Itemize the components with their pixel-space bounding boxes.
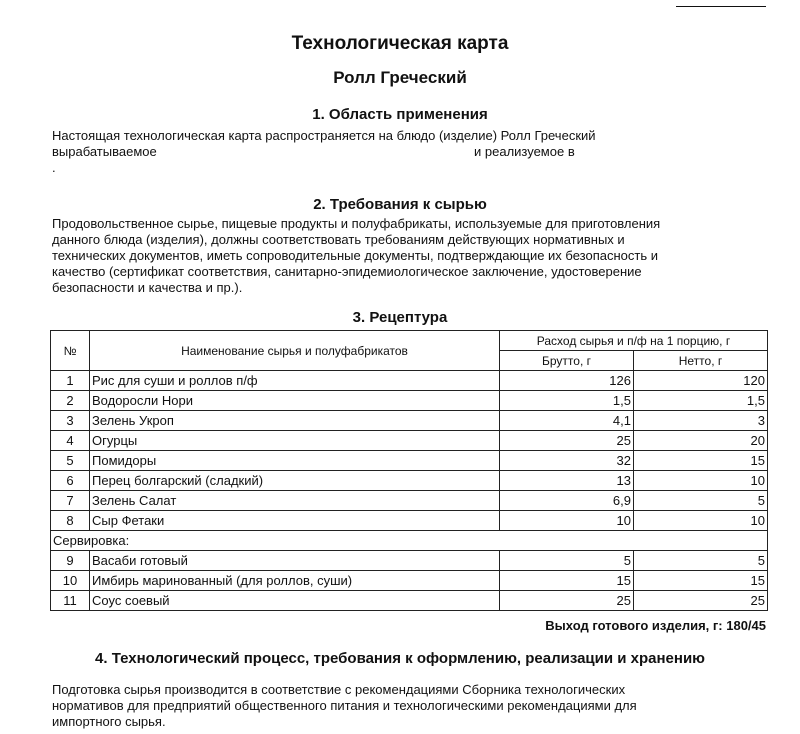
header-name: Наименование сырья и полуфабрикатов	[90, 331, 500, 371]
table-header-row	[51, 331, 768, 351]
serving-label: Сервировка:	[51, 531, 768, 551]
row-num: 6	[51, 471, 90, 491]
section2-line: технических документов, иметь сопроводительные документы, подтверждающие их безопасность и	[52, 248, 658, 263]
row-name: Рис для суши и роллов п/ф	[90, 371, 500, 391]
table-row	[51, 491, 768, 511]
header-consumption: Расход сырья и п/ф на 1 порцию, г	[500, 331, 768, 351]
row-netto: 5	[634, 551, 768, 571]
header-num: №	[51, 331, 90, 371]
section2-line: качество (сертификат соответствия, санитарно-эпидемиологическое заключение, удостоверение	[52, 264, 642, 279]
row-name: Перец болгарский (сладкий)	[90, 471, 500, 491]
row-num: 10	[51, 571, 90, 591]
row-num: 9	[51, 551, 90, 571]
section2-line: Продовольственное сырье, пищевые продукты и полуфабрикаты, используемые для приготовления	[52, 216, 661, 231]
section1-line2-right: и реализуемое в	[474, 144, 575, 159]
dish-name: Ролл Греческий	[333, 68, 467, 87]
row-name: Зелень Укроп	[90, 411, 500, 431]
table-row	[51, 411, 768, 431]
row-brutto: 15	[500, 571, 634, 591]
row-name: Водоросли Нори	[90, 391, 500, 411]
table-row	[51, 471, 768, 491]
row-name: Васаби готовый	[90, 551, 500, 571]
serving-label-row	[51, 531, 768, 551]
row-brutto: 1,5	[500, 391, 634, 411]
table-row	[51, 391, 768, 411]
row-netto: 15	[634, 451, 768, 471]
section1-line1: Настоящая технологическая карта распространяется на блюдо (изделие) Ролл Греческий	[52, 128, 596, 143]
row-netto: 15	[634, 571, 768, 591]
section4-text	[52, 682, 637, 730]
row-netto: 3	[634, 411, 768, 431]
table-row	[51, 551, 768, 571]
section2-line: данного блюда (изделия), должны соответствовать требованиям действующих нормативных и	[52, 232, 625, 247]
row-brutto: 5	[500, 551, 634, 571]
row-netto: 10	[634, 471, 768, 491]
section4-heading: 4. Технологический процесс, требования к оформлению, реализации и хранению	[95, 650, 705, 667]
row-num: 5	[51, 451, 90, 471]
section2-line: безопасности и качества и пр.).	[52, 280, 243, 295]
yield-output: Выход готового изделия, г: 180/45	[545, 618, 766, 633]
row-netto: 1,5	[634, 391, 768, 411]
header-netto: Нетто, г	[634, 351, 768, 371]
row-num: 2	[51, 391, 90, 411]
row-name: Соус соевый	[90, 591, 500, 611]
header-brutto: Брутто, г	[500, 351, 634, 371]
row-brutto: 32	[500, 451, 634, 471]
section4-line: Подготовка сырья производится в соответствие с рекомендациями Сборника технологических	[52, 682, 626, 697]
table-row	[51, 571, 768, 591]
section2-heading: 2. Требования к сырью	[313, 196, 487, 213]
row-num: 8	[51, 511, 90, 531]
table-row	[51, 371, 768, 391]
row-brutto: 25	[500, 431, 634, 451]
section3-heading: 3. Рецептура	[352, 309, 448, 326]
row-num: 1	[51, 371, 90, 391]
section2-text	[52, 216, 660, 296]
row-num: 7	[51, 491, 90, 511]
row-name: Имбирь маринованный (для роллов, суши)	[90, 571, 500, 591]
row-name: Помидоры	[90, 451, 500, 471]
section1-line3: .	[52, 160, 56, 175]
section4-line: нормативов для предприятий общественного питания и технологическими рекомендациями для	[52, 698, 637, 713]
row-name: Зелень Салат	[90, 491, 500, 511]
section4-line: импортного сырья.	[52, 714, 166, 729]
row-num: 4	[51, 431, 90, 451]
row-netto: 10	[634, 511, 768, 531]
row-netto: 20	[634, 431, 768, 451]
row-brutto: 25	[500, 591, 634, 611]
table-row	[51, 451, 768, 471]
row-brutto: 10	[500, 511, 634, 531]
table-row	[51, 591, 768, 611]
recipe-table	[50, 330, 768, 611]
table-row	[51, 511, 768, 531]
row-brutto: 4,1	[500, 411, 634, 431]
row-brutto: 13	[500, 471, 634, 491]
row-num: 3	[51, 411, 90, 431]
row-name: Сыр Фетаки	[90, 511, 500, 531]
section1-heading: 1. Область применения	[312, 106, 488, 123]
row-netto: 120	[634, 371, 768, 391]
row-num: 11	[51, 591, 90, 611]
row-brutto: 126	[500, 371, 634, 391]
signature-line	[676, 6, 766, 7]
document-title: Технологическая карта	[291, 33, 509, 54]
row-netto: 5	[634, 491, 768, 511]
row-netto: 25	[634, 591, 768, 611]
row-name: Огурцы	[90, 431, 500, 451]
row-brutto: 6,9	[500, 491, 634, 511]
section1-line2-left: вырабатываемое	[52, 144, 157, 159]
table-row	[51, 431, 768, 451]
